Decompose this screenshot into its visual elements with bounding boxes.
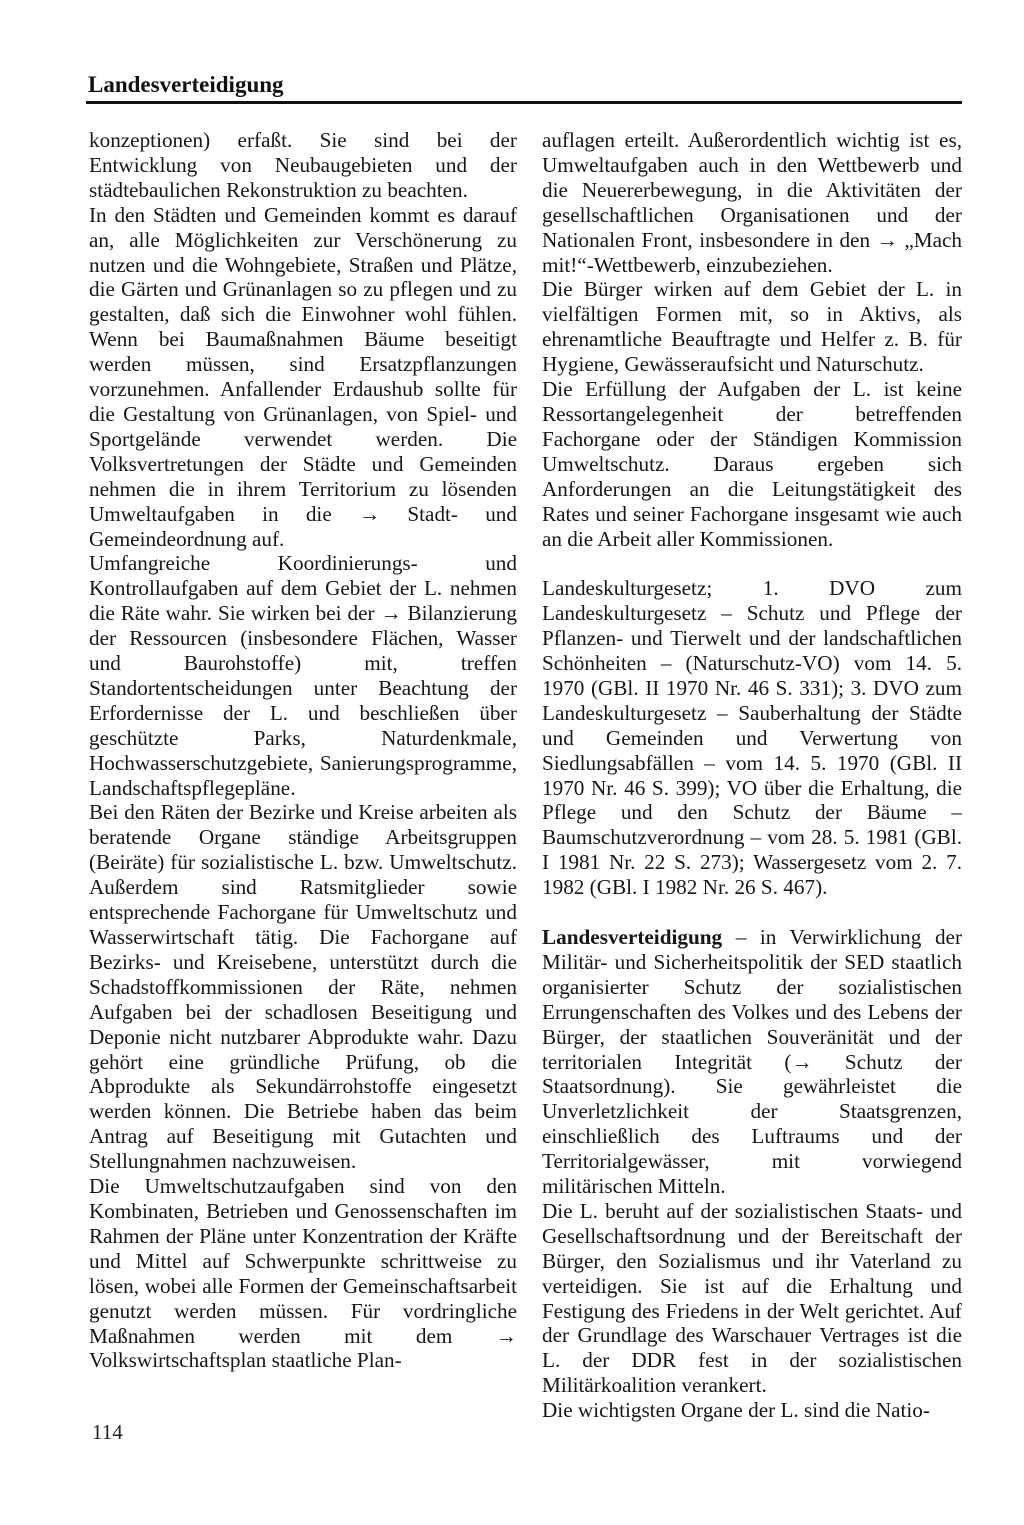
page-header-title: Landesverteidigung [88, 72, 284, 97]
entry-term: Landesverteidigung [542, 924, 723, 949]
references-paragraph: Landeskulturgesetz; 1. DVO zum Landeskulturgesetz – Schutz und Pflege der Pflanzen- und Tierwelt und der landschaftlichen Schönheiten – (Naturschutz-VO) vom 14. 5. 1970 (GBl. II 1970 Nr. 46 S. 331); 3. DVO zum Landeskulturgesetz – Sauberhaltung der Städte und Gemeinden und Verwertung von Siedlungsabfällen – vom 14. 5. 1970 (GBl. II 1970 Nr. 46 S. 399); VO über die Erhaltung, die Pflege und den Schutz der Bäume – Baumschutzverordnung – vom 28. 5. 1981 (GBl. I 1981 Nr. 22 S. 273); Wassergesetz vom 2. 7. 1982 (GBl. I 1982 Nr. 26 S. 467). [542, 576, 962, 900]
entry-landesverteidigung [542, 925, 962, 1199]
section-gap [542, 900, 962, 925]
section-gap [542, 551, 962, 576]
left-paragraph-4: Bei den Räten der Bezirke und Kreise arbeiten als beratende Organe ständige Arbeitsgruppen (Beiräte) für sozialistische L. bzw. Umweltschutz. Außerdem sind Ratsmitglieder sowie entsprechende Fachorgane für Umweltschutz und Wasserwirtschaft tätig. Die Fachorgane auf Bezirks- und Kreisebene, unterstützt durch die Schadstoffkommissionen der Räte, nehmen Aufgaben bei der schadlosen Beseitigung und Deponie nicht nutzbarer Abprodukte wahr. Dazu gehört eine gründliche Prüfung, ob die Abprodukte als Sekundärrohstoffe eingesetzt werden können. Die Betriebe haben das beim Antrag auf Beseitigung mit Gutachten und Stellungnahmen nachzuweisen. [89, 800, 517, 1174]
header-rule [86, 101, 962, 104]
left-paragraph-2: In den Städten und Gemeinden kommt es darauf an, alle Möglichkeiten zur Verschönerung zu nutzen und die Wohngebiete, Straßen und Plätze, die Gärten und Grünanlagen so zu pflegen und zu gestalten, daß sich die Einwohner wohl fühlen. Wenn bei Baumaßnahmen Bäume beseitigt werden müssen, sind Ersatzpflanzungen vorzunehmen. Anfallender Erdaushub sollte für die Gestaltung von Grünanlagen, von Spiel- und Sportgelände verwendet werden. Die Volksvertretungen der Städte und Gemeinden nehmen die in ihrem Territorium zu lösenden Umweltaufgaben in die → Stadt- und Gemeindeordnung auf. [89, 202, 517, 551]
entry-paragraph-3: Die wichtigsten Organe der L. sind die Natio- [542, 1398, 930, 1423]
left-paragraph-1: konzeptionen) erfaßt. Sie sind bei der Entwicklung von Neubaugebieten und der städtebaulichen Rekonstruktion zu beachten. [89, 128, 517, 202]
left-paragraph-5: Die Umweltschutzaufgaben sind von den Kombinaten, Betrieben und Genossenschaften im Rahmen der Pläne unter Konzentration der Kräfte und Mittel auf Schwerpunkte schrittweise zu lösen, wobei alle Formen der Gemeinschaftsarbeit genutzt werden müssen. Für vordringliche Maßnahmen werden mit dem → Volkswirtschaftsplan staatliche Plan- [89, 1174, 517, 1373]
left-column [89, 128, 517, 1373]
right-paragraph-1: auflagen erteilt. Außerordentlich wichtig ist es, Umweltaufgaben auch in den Wettbewerb und die Neuererbewegung, in die Aktivitäten der gesellschaftlichen Organisationen und der Nationalen Front, insbesondere in den → „Mach mit!“-Wettbewerb, einzubeziehen. [542, 128, 962, 277]
right-column [542, 128, 962, 1423]
page-number: 114 [92, 1420, 123, 1444]
entry-definition: – in Verwirklichung der Militär- und Sicherheitspolitik der SED staatlich organisierter Schutz der sozialistischen Errungenschaften des Volkes und des Lebens der Bürger, der staatlichen Souveränität und der territorialen Integrität (→ Schutz der Staatsordnung). Sie gewährleistet die Unverletzlichkeit der Staatsgrenzen, einschließlich des Luftraums und der Territorialgewässer, mit vorwiegend militärischen Mitteln. [542, 924, 962, 1199]
right-paragraph-3: Die Erfüllung der Aufgaben der L. ist keine Ressortangelegenheit der betreffenden Fachorgane oder der Ständigen Kommission Umweltschutz. Daraus ergeben sich Anforderungen an die Leitungstätigkeit des Rates und seiner Fachorgane insgesamt wie auch an die Arbeit aller Kommissionen. [542, 377, 962, 551]
right-paragraph-2: Die Bürger wirken auf dem Gebiet der L. in vielfältigen Formen mit, so in Aktivs, als ehrenamtliche Beauftragte und Helfer z. B. für Hygiene, Gewässeraufsicht und Naturschutz. [542, 277, 962, 377]
left-paragraph-3: Umfangreiche Koordinierungs- und Kontrollaufgaben auf dem Gebiet der L. nehmen die Räte wahr. Sie wirken bei der → Bilanzierung der Ressourcen (insbesondere Flächen, Wasser und Baurohstoffe) mit, treffen Standortentscheidungen unter Beachtung der Erfordernisse der L. und beschließen über geschützte Parks, Naturdenkmale, Hochwasserschutzgebiete, Sanierungsprogramme, Landschaftspflegepläne. [89, 551, 517, 800]
entry-paragraph-2: Die L. beruht auf der sozialistischen Staats- und Gesellschaftsordnung und der Bereitschaft der Bürger, den Sozialismus und ihr Vaterland zu verteidigen. Sie ist auf die Erhaltung und Festigung des Friedens in der Welt gerichtet. Auf der Grundlage des Warschauer Vertrages ist die L. der DDR fest in der sozialistischen Militärkoalition verankert. [542, 1198, 962, 1398]
